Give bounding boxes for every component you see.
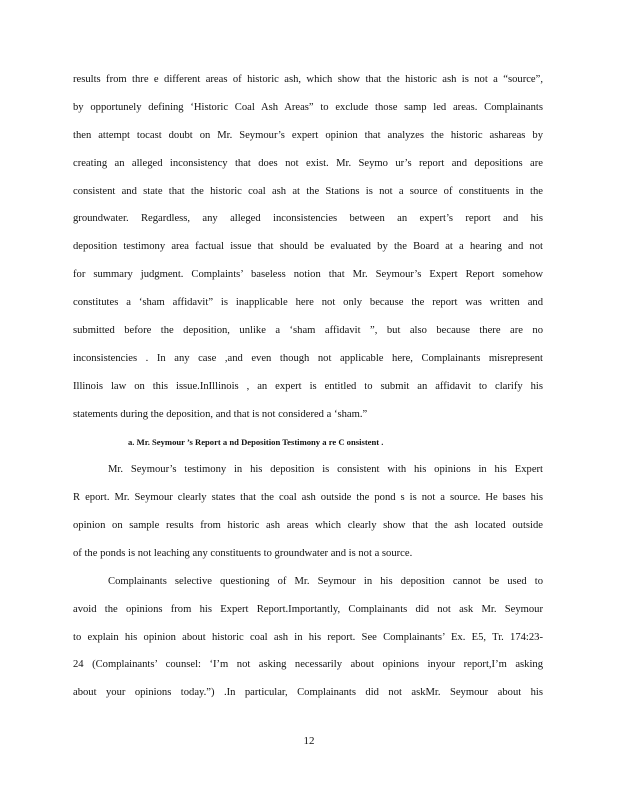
- paragraph-3-line: to explain his opinion about historic coal ash in his report. See Complainants’ Ex. E5, Tr. 174:23-: [73, 632, 543, 643]
- paragraph-1-line: Illinois law on this issue.InIllinois , an expert is entitled to submit an affidavit to clarify his: [73, 381, 543, 392]
- paragraph-1-line: by opportunely defining ‘Historic Coal Ash Areas” to exclude those samp led areas. Complainants: [73, 102, 543, 113]
- paragraph-2-line: of the ponds is not leaching any constituents to groundwater and is not a source.: [73, 548, 413, 559]
- paragraph-2-line: Mr. Seymour’s testimony in his deposition is consistent with his opinions in his Expert: [108, 464, 543, 475]
- paragraph-3-line: about your opinions today.”) .In particular, Complainants did not askMr. Seymour about his: [73, 687, 543, 698]
- section-subheading: a. Mr. Seymour ’s Report a nd Deposition Testimony a re C onsistent .: [128, 437, 384, 447]
- paragraph-1-line: statements during the deposition, and that is not considered a ‘sham.”: [73, 409, 368, 420]
- page-number: 12: [303, 735, 315, 747]
- paragraph-1-line: deposition testimony area factual issue that should be evaluated by the Board at a hearing and not: [73, 241, 543, 252]
- paragraph-1-line: then attempt tocast doubt on Mr. Seymour’s expert opinion that analyzes the historic ashareas by: [73, 130, 543, 141]
- paragraph-2-line: R eport. Mr. Seymour clearly states that the coal ash outside the pond s is not a source. He bases his: [73, 492, 543, 503]
- paragraph-1-line: groundwater. Regardless, any alleged inconsistencies between an expert’s report and his: [73, 213, 543, 224]
- paragraph-3-line: 24 (Complainants’ counsel: ‘I’m not asking necessarily about opinions inyour report,I’m asking: [73, 659, 543, 670]
- paragraph-1-line: for summary judgment. Complaints’ baseless notion that Mr. Seymour’s Expert Report somehow: [73, 269, 543, 280]
- paragraph-1-line: inconsistencies . In any case ,and even though not applicable here, Complainants misrepresent: [73, 353, 543, 364]
- paragraph-1-line: results from thre e different areas of historic ash, which show that the historic ash is not a “source”,: [73, 74, 543, 85]
- paragraph-1-line: creating an alleged inconsistency that does not exist. Mr. Seymo ur’s report and depositions are: [73, 158, 543, 169]
- paragraph-1-line: submitted before the deposition, unlike a ‘sham affidavit ”, but also because there are no: [73, 325, 543, 336]
- paragraph-2-line: opinion on sample results from historic ash areas which clearly show that the ash located outside: [73, 520, 543, 531]
- paragraph-1-line: consistent and state that the historic coal ash at the Stations is not a source of constituents in the: [73, 186, 543, 197]
- paragraph-3-line: Complainants selective questioning of Mr. Seymour in his deposition cannot be used to: [108, 576, 543, 587]
- paragraph-1-line: constitutes a ‘sham affidavit” is inapplicable here not only because the report was written and: [73, 297, 543, 308]
- paragraph-3-line: avoid the opinions from his Expert Report.Importantly, Complainants did not ask Mr. Seymour: [73, 604, 543, 615]
